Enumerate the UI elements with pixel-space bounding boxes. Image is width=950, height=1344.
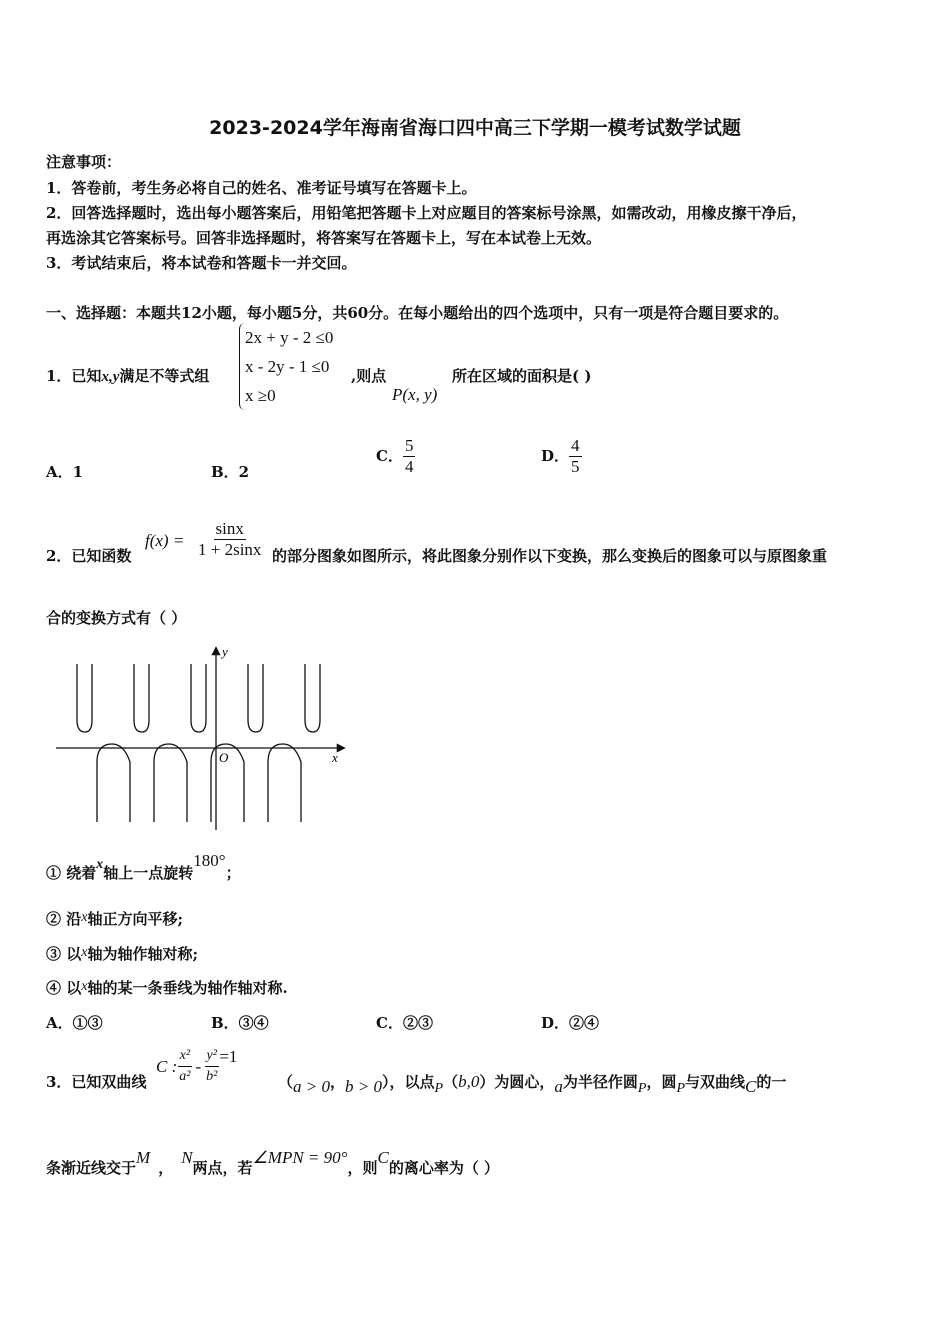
upper-branch-4	[248, 664, 263, 732]
q1-option-d[interactable]: D． $\frac{4}{5}$	[541, 436, 580, 476]
x-axis-label: x	[332, 750, 338, 765]
q3-hyperbola-equation: C : $\frac{\text{x²}}{\text{a²}}$ - $\frac{\text{y²}}{\text{b²}}$ =1	[156, 1046, 238, 1084]
q1-prefix: 1．已知x,y满足不等式组	[46, 367, 210, 385]
notice-item-2-line-1: 2．回答选择题时，选出每小题答案后，用铅笔把答题卡上对应题目的答案标号涂黑，如需改动，用橡皮擦干净后，	[46, 204, 807, 222]
q2-transform-4: ④ 以x轴的某一条垂线为轴作轴对称.	[46, 979, 288, 997]
q2-prefix: 2．已知函数	[46, 547, 132, 565]
q2-function-graph	[52, 644, 352, 832]
notice-heading: 注意事项：	[46, 153, 122, 171]
q2-line-2: 合的变换方式有（ ）	[46, 609, 187, 627]
q2-option-c[interactable]: C．②③	[376, 1014, 433, 1032]
q2-transform-1: ① 绕着x轴上一点旋转180°；	[46, 851, 241, 882]
origin-label: O	[219, 750, 229, 765]
upper-branch-1	[77, 664, 92, 732]
q2-transform-2: ② 沿x轴正方向平移;	[46, 910, 183, 928]
q3-prefix: 3．已知双曲线	[46, 1073, 147, 1091]
upper-branch-5	[305, 664, 320, 732]
q2-option-d[interactable]: D．②④	[541, 1014, 600, 1032]
notice-item-3: 3．考试结束后，将本试卷和答题卡一并交回。	[46, 254, 357, 272]
q1-vars: x,y	[101, 369, 120, 385]
q2-fx: f(x) =	[145, 531, 185, 550]
q1-option-a[interactable]: A．1	[46, 463, 84, 481]
q1-ineq-1: 2x + y - 2 ≤0	[245, 328, 334, 347]
q1-inequality-system	[239, 323, 333, 410]
q1-option-b[interactable]: B．2	[211, 463, 250, 481]
lower-branch-1	[97, 744, 130, 822]
y-axis-label: y	[222, 644, 228, 659]
q2-option-a[interactable]: A．①③	[46, 1014, 103, 1032]
page-title: 2023-2024学年海南省海口四中高三下学期一模考试数学试题	[209, 117, 741, 139]
q3-condition: （a > 0，b > 0），以点P（b,0）为圆心，a为半径作圆P，圆P与双曲线C的一	[278, 1072, 787, 1096]
upper-branch-3	[191, 664, 206, 732]
q1-point: P(x, y)	[392, 385, 438, 404]
q1-ineq-2: x - 2y - 1 ≤0	[245, 357, 330, 376]
q1-suffix: 所在区域的面积是( )	[452, 367, 592, 385]
section-1-heading: 一、选择题：本题共12小题，每小题5分，共60分。在每小题给出的四个选项中，只有一项是符合题目要求的。	[46, 304, 789, 322]
lower-branch-4	[268, 744, 301, 822]
q2-fraction: $\frac{\sin x}{1 + 2\sin x}$	[198, 519, 262, 559]
q2-option-b[interactable]: B．③④	[211, 1014, 269, 1032]
q1-then: ,则点	[351, 367, 387, 385]
q2-suffix: 的部分图象如图所示，将此图象分别作以下变换，那么变换后的图象可以与原图象重	[272, 547, 828, 565]
q1-option-c[interactable]: C． $\frac{5}{4}$	[376, 436, 414, 476]
notice-item-1: 1．答卷前，考生务必将自己的姓名、准考证号填写在答题卡上。	[46, 179, 477, 197]
q3-line-2: 条渐近线交于M，N两点，若∠MPN = 90°，则C的离心率为（ ）	[46, 1148, 500, 1177]
notice-item-2-line-2: 再选涂其它答案标号。回答非选择题时，将答案写在答题卡上，写在本试卷上无效。	[46, 229, 602, 247]
q1-ineq-3: x ≥0	[245, 386, 276, 405]
lower-branch-2	[154, 744, 187, 822]
q2-transform-3: ③ 以x轴为轴作轴对称;	[46, 945, 198, 963]
upper-branch-2	[134, 664, 149, 732]
